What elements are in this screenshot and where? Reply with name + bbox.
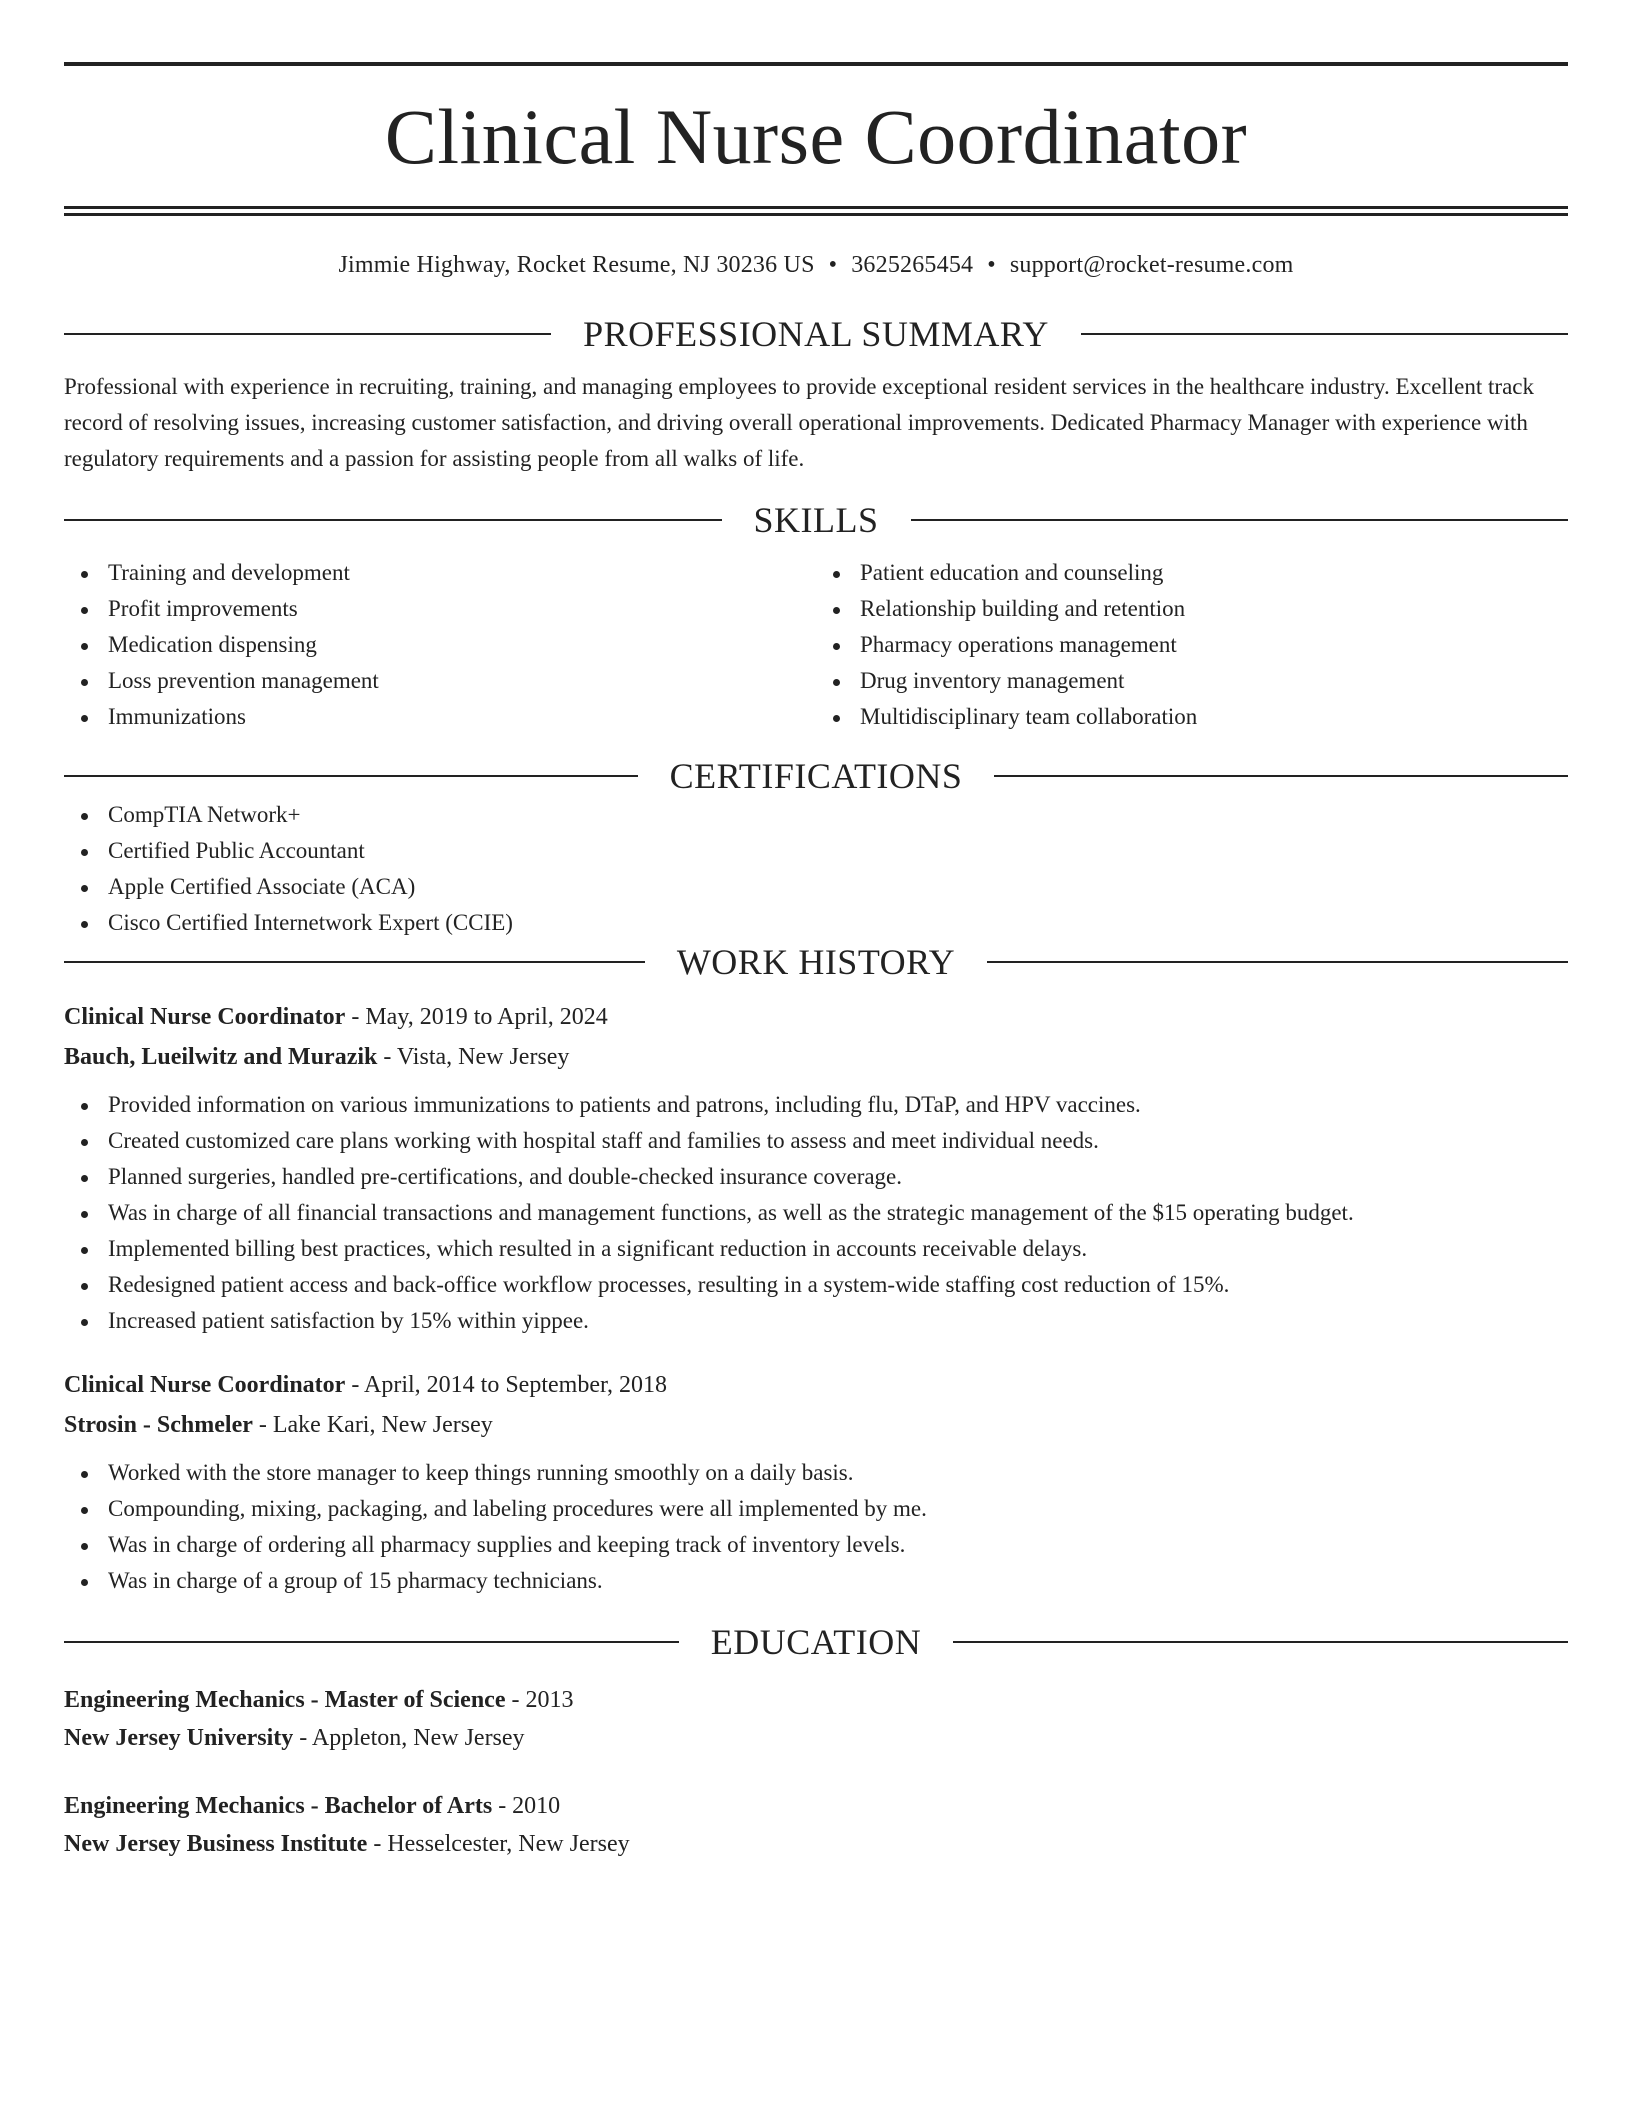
skill-item: Multidisciplinary team collaboration — [816, 699, 1568, 735]
job-title: Clinical Nurse Coordinator — [64, 1004, 346, 1030]
job-bullet: Compounding, mixing, packaging, and labeling procedures were all implemented by me. — [64, 1491, 1568, 1527]
heading-rule — [64, 333, 551, 335]
heading-rule — [994, 775, 1568, 777]
job-title-line — [64, 997, 1568, 1037]
skill-item: Pharmacy operations management — [816, 627, 1568, 663]
section-heading-education — [64, 1621, 1568, 1663]
top-rule — [64, 62, 1568, 66]
heading-rule — [64, 1641, 679, 1643]
education-entry — [64, 1787, 1568, 1863]
job-bullet: Was in charge of ordering all pharmacy supplies and keeping track of inventory levels. — [64, 1527, 1568, 1563]
section-heading-certifications — [64, 755, 1568, 797]
skill-item: Relationship building and retention — [816, 591, 1568, 627]
section-heading-label: WORK HISTORY — [676, 942, 956, 982]
heading-rule — [64, 775, 638, 777]
title-double-rule — [64, 206, 1568, 216]
resume-title: Clinical Nurse Coordinator — [384, 93, 1248, 180]
education-degree-line — [64, 1681, 1568, 1719]
contact-address: Jimmie Highway, Rocket Resume, NJ 30236 US — [338, 252, 815, 278]
job-bullet: Increased patient satisfaction by 15% within yippee. — [64, 1303, 1568, 1339]
job-dates: - May, 2019 to April, 2024 — [345, 1004, 608, 1030]
education-school: New Jersey Business Institute — [64, 1831, 368, 1857]
education-entry — [64, 1681, 1568, 1757]
skill-item: Immunizations — [64, 699, 816, 735]
education-location: - Hesselcester, New Jersey — [367, 1831, 630, 1857]
job-bullet: Created customized care plans working with hospital staff and families to assess and meet individual needs. — [64, 1123, 1568, 1159]
heading-rule — [1081, 333, 1568, 335]
education-school-line — [64, 1719, 1568, 1757]
job-entry — [64, 997, 1568, 1339]
certification-item: CompTIA Network+ — [64, 797, 1568, 833]
contact-phone: 3625265454 — [851, 252, 974, 278]
job-dates: - April, 2014 to September, 2018 — [345, 1372, 667, 1398]
education-school: New Jersey University — [64, 1725, 294, 1751]
job-company-line — [64, 1037, 1568, 1077]
job-bullets — [64, 1087, 1568, 1339]
section-heading-label: EDUCATION — [710, 1622, 922, 1662]
section-heading-label: PROFESSIONAL SUMMARY — [583, 314, 1049, 354]
contact-line — [64, 252, 1568, 279]
job-company: Strosin - Schmeler — [64, 1412, 253, 1438]
job-location: - Vista, New Jersey — [377, 1044, 570, 1070]
section-heading-label: CERTIFICATIONS — [669, 756, 963, 796]
job-entry — [64, 1365, 1568, 1599]
contact-email: support@rocket-resume.com — [1009, 252, 1294, 278]
education-degree-line — [64, 1787, 1568, 1825]
skills-columns — [64, 555, 1568, 735]
skills-list-left — [64, 555, 816, 735]
skill-item: Loss prevention management — [64, 663, 816, 699]
summary-text: Professional with experience in recruiting, training, and managing employees to provide exceptional resident services in the healthcare industry. Excellent track record of resolving issues, increasing customer satisfaction, and driving overall operational improvements. Dedicated Pharmacy Manager with experience with regulatory requirements and a passion for assisting people from all walks of life. — [64, 374, 1535, 471]
certification-item: Apple Certified Associate (ACA) — [64, 869, 1568, 905]
skill-item: Patient education and counseling — [816, 555, 1568, 591]
certification-item: Cisco Certified Internetwork Expert (CCIE) — [64, 905, 1568, 941]
section-heading-skills — [64, 499, 1568, 541]
education-degree: Engineering Mechanics - Master of Science — [64, 1687, 506, 1713]
education-school-line — [64, 1825, 1568, 1863]
section-heading-label: SKILLS — [753, 500, 879, 540]
contact-separator: • — [987, 252, 996, 278]
job-title-line — [64, 1365, 1568, 1405]
job-bullet: Was in charge of all financial transactions and management functions, as well as the strategic management of the $15 operating budget. — [64, 1195, 1568, 1231]
job-title: Clinical Nurse Coordinator — [64, 1372, 346, 1398]
job-bullet: Implemented billing best practices, which resulted in a significant reduction in accounts receivable delays. — [64, 1231, 1568, 1267]
education-year: - 2010 — [492, 1793, 561, 1819]
job-company: Bauch, Lueilwitz and Murazik — [64, 1044, 378, 1070]
heading-rule — [64, 961, 645, 963]
skill-item: Profit improvements — [64, 591, 816, 627]
section-heading-work — [64, 941, 1568, 983]
heading-rule — [987, 961, 1568, 963]
skills-list-right — [816, 555, 1568, 735]
skill-item: Drug inventory management — [816, 663, 1568, 699]
heading-rule — [911, 519, 1569, 521]
education-degree: Engineering Mechanics - Bachelor of Arts — [64, 1793, 493, 1819]
certification-item: Certified Public Accountant — [64, 833, 1568, 869]
heading-rule — [953, 1641, 1568, 1643]
job-bullet: Planned surgeries, handled pre-certifications, and double-checked insurance coverage. — [64, 1159, 1568, 1195]
job-bullet: Redesigned patient access and back-office workflow processes, resulting in a system-wide staffing cost reduction of 15%. — [64, 1267, 1568, 1303]
heading-rule — [64, 519, 722, 521]
job-bullet: Worked with the store manager to keep things running smoothly on a daily basis. — [64, 1455, 1568, 1491]
education-location: - Appleton, New Jersey — [293, 1725, 525, 1751]
skill-item: Medication dispensing — [64, 627, 816, 663]
section-heading-summary — [64, 313, 1568, 355]
skill-item: Training and development — [64, 555, 816, 591]
job-bullet: Was in charge of a group of 15 pharmacy technicians. — [64, 1563, 1568, 1599]
certifications-list — [64, 797, 1568, 941]
job-company-line — [64, 1405, 1568, 1445]
section-spacer — [64, 1599, 1568, 1621]
contact-separator: • — [828, 252, 838, 278]
job-location: - Lake Kari, New Jersey — [252, 1412, 493, 1438]
education-year: - 2013 — [505, 1687, 574, 1713]
job-bullet: Provided information on various immunizations to patients and patrons, including flu, DTaP, and HPV vaccines. — [64, 1087, 1568, 1123]
job-bullets — [64, 1455, 1568, 1599]
